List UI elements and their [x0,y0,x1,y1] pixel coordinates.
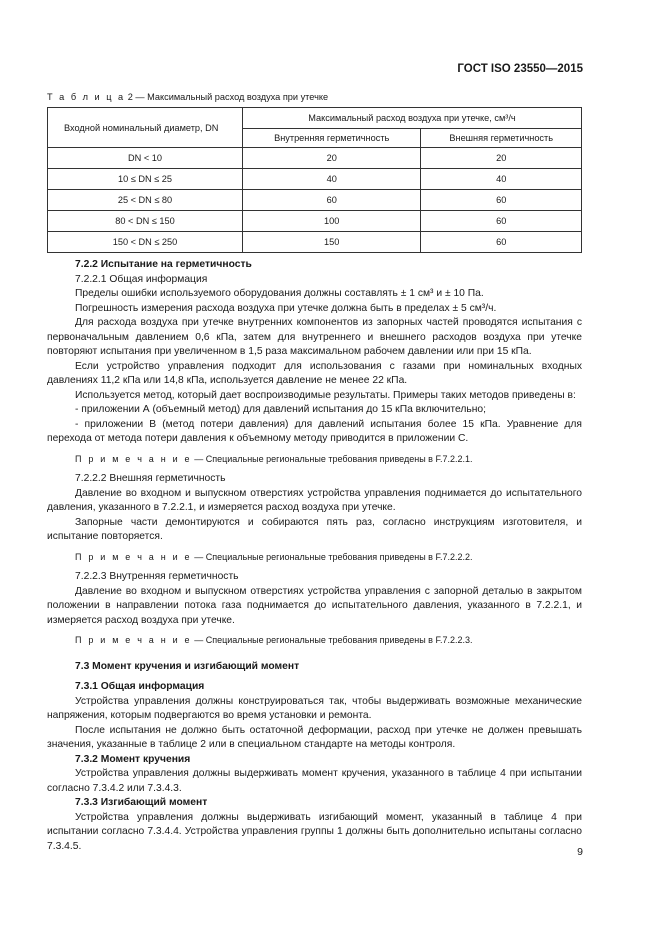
cell-outer: 60 [421,211,582,232]
table-caption [47,92,328,102]
section-7-3-1-title: 7.3.1 Общая информация [75,681,205,692]
note-label: П р и м е ч а н и е [75,635,192,645]
header-max-flow: Максимальный расход воздуха при утечке, см³/ч [243,108,582,129]
note-label: П р и м е ч а н и е [75,551,192,562]
cell-inner: 60 [243,190,421,211]
table-row [48,211,582,232]
paragraph: Устройства управления должны выдерживать момент кручения, указанного в таблице 4 при испытании согласно 7.3.4.2 или 7.3.4.3. [47,768,582,794]
table-row [48,190,582,211]
note-label: П р и м е ч а н и е [75,453,192,464]
table-caption-text: 2 — Максимальный расход воздуха при утечке [127,92,329,102]
paragraph: Если устройство управления подходит для использования с газами при номинальных входных давлениях 11,2 кПа или 14,8 кПа, используется давление не менее 22 кПа. [47,360,582,386]
leak-rate-table [47,107,582,253]
subsection-7-2-2-1-title: 7.2.2.1 Общая информация [75,273,208,285]
document-body [47,258,582,854]
paragraph: Давление во входном и выпускном отверстиях устройства управления поднимается до испытательного давления, указанного в 7.2.2.1, и измеряется расход воздуха при утечке. [47,487,582,513]
header-outer: Внешняя герметичность [421,129,582,148]
subsection-7-2-2-2-title: 7.2.2.2 Внешняя герметичность [75,473,226,484]
cell-inner: 20 [243,148,421,169]
note [47,452,582,467]
paragraph: Устройства управления должны конструироваться так, чтобы выдерживать возможные механические напряжения, которым подвергаются во время установки и ремонта. [47,695,582,721]
note-text: — Специальные региональные требования приведены в F.7.2.2.1. [191,453,473,464]
header-diameter: Входной номинальный диаметр, DN [48,108,243,148]
paragraph: Пределы ошибки используемого оборудования должны составлять ± 1 см³ и ± 10 Па. [75,288,484,299]
section-7-3-2-title: 7.3.2 Момент кручения [75,753,191,765]
header-inner: Внутренняя герметичность [243,129,421,148]
cell-dn: 150 < DN ≤ 250 [48,232,243,253]
table-label: Т а б л и ц а [47,92,126,102]
paragraph: Запорные части демонтируются и собираются пять раз, согласно инструкциям изготовителя, и испытание повторяется. [47,516,582,542]
table-row [48,232,582,253]
table-row [48,169,582,190]
cell-outer: 40 [421,169,582,190]
subsection-7-2-2-3-title: 7.2.2.3 Внутренняя герметичность [75,571,239,582]
note-text: — Специальные региональные требования приведены в F.7.2.2.3. [191,635,473,645]
page-number: 9 [577,846,583,858]
table-row [48,148,582,169]
paragraph: Устройства управления должны выдерживать изгибающий момент, указанный в таблице 4 при испытании согласно 7.3.4.4. Устройства управления группы 1 должны быть дополнительно испытаны согласно 7.3.4.5. [47,811,582,852]
cell-outer: 20 [421,148,582,169]
list-item: - приложении А (объемный метод) для давлений испытания до 15 кПа включительно; [75,404,487,415]
cell-dn: 10 ≤ DN ≤ 25 [48,169,243,190]
list-item: - приложении В (метод потери давления) для давлений испытания более 15 кПа. Уравнение для перехода от метода потери давления к объемному методу приводится в приложении С. [47,418,582,444]
paragraph: Используется метод, который дает воспроизводимые результаты. Примеры таких методов приведены в: [75,389,576,401]
cell-dn: 25 < DN ≤ 80 [48,190,243,211]
section-7-3-title: 7.3 Момент кручения и изгибающий момент [75,660,300,672]
paragraph: Для расхода воздуха при утечке внутренних компонентов из запорных частей проводятся испытания с первоначальным давлением 0,6 кПа, затем для внутреннего и внешнего расходов воздуха при утечке повторяют испытания при увеличенном в 1,5 раза максимальном рабочем давлении или при 15 кПа. [47,317,582,357]
cell-outer: 60 [421,190,582,211]
note-text: — Специальные региональные требования приведены в F.7.2.2.2. [191,551,473,562]
cell-dn: 80 < DN ≤ 150 [48,211,243,232]
note [47,550,582,565]
cell-inner: 100 [243,211,421,232]
section-7-3-3-title: 7.3.3 Изгибающий момент [75,797,208,808]
note [47,633,582,648]
paragraph: Давление во входном и выпускном отверстиях устройства управления с запорной деталью в закрытом положении в направлении потока газа поднимается до испытательного давления, указанного в 7.2.2.1, и измеряется расход воздуха при утечке. [47,585,582,626]
section-7-2-2-title: 7.2.2 Испытание на герметичность [75,259,252,270]
cell-dn: DN < 10 [48,148,243,169]
paragraph: После испытания не должно быть остаточной деформации, расход при утечке не должен превышать значения, указанные в таблице 2 или в специальном стандарте на методы контроля. [47,724,582,750]
cell-outer: 60 [421,232,582,253]
standard-header: ГОСТ ISO 23550—2015 [457,63,583,75]
paragraph: Погрешность измерения расхода воздуха при утечке должна быть в пределах ± 5 см³/ч. [75,302,497,314]
cell-inner: 150 [243,232,421,253]
cell-inner: 40 [243,169,421,190]
